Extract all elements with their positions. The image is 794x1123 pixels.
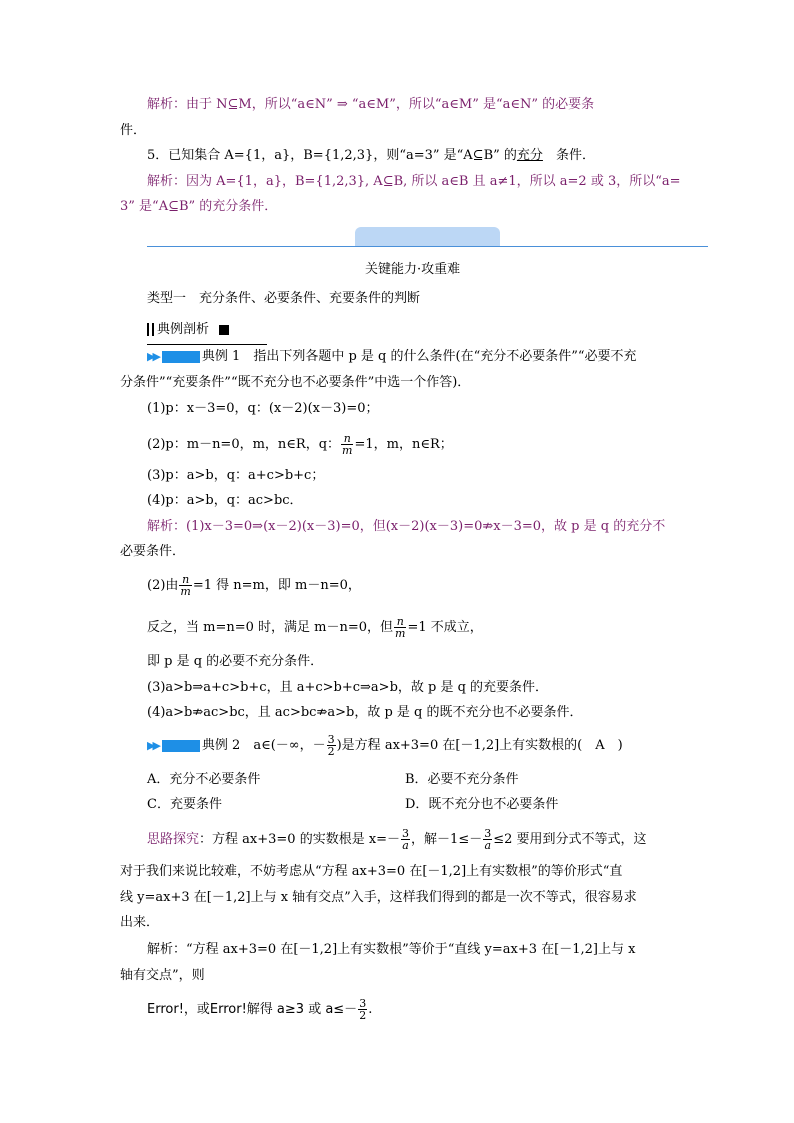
thinking-label: 思路探究 xyxy=(147,832,200,847)
analysis-line-3 xyxy=(147,992,372,1028)
solution-1-line-2: 必要条件． xyxy=(120,544,186,559)
solution-2-line-2 xyxy=(147,610,483,646)
section-divider xyxy=(147,246,708,247)
thinking-text-3: ≤2 要用到分式不等式，这 xyxy=(493,832,647,847)
solution-3: (3)a>b⇒a+c>b+c，且 a+c>b+c⇒a>b，故 p 是 q 的充要条件． xyxy=(147,680,549,695)
example-1-line-2: 分条件”“充要条件”“既不充分也不必要条件”中选一个作答)． xyxy=(120,375,471,390)
fraction-n-over-m: $\frac{n}{m}$ xyxy=(395,615,406,640)
analysis-error-text: Error!，或Error!解得 a≥3 或 a≤－ xyxy=(147,1002,358,1017)
fraction-n-over-m: $\frac{n}{m}$ xyxy=(342,432,353,457)
problem-3: (3)p：a>b，q：a+c>b+c； xyxy=(147,468,325,483)
question-5-tail: 条件． xyxy=(555,148,595,163)
thinking-line-2: 对于我们来说比较难，不妨考虑从“方程 ax+3=0 在[－1,2]上有实数根”的等价形式“直 xyxy=(120,864,623,879)
example-2-tail: )是方程 ax+3=0 在[－1,2]上有实数根的( A ) xyxy=(336,738,623,753)
analysis-line-1: 解析：“方程 ax+3=0 在[－1,2]上有实数根”等价于“直线 y=ax+3 在[－1,2]上与 x xyxy=(147,942,636,957)
example-tag xyxy=(162,351,200,363)
solution-line-2: 件． xyxy=(120,123,147,138)
thinking-line-1 xyxy=(147,822,647,858)
heading-underline xyxy=(147,344,267,345)
question-5 xyxy=(147,146,595,166)
solution-4: (4)a>b⇏ac>bc，且 ac>bc⇏a>b，故 p 是 q 的既不充分也不必要条件． xyxy=(147,705,583,720)
solution-line-4: 3” 是“A⊆B” 的充分条件． xyxy=(120,199,278,214)
solution-2-line-3: 即 p 是 q 的必要不充分条件． xyxy=(147,654,324,669)
solution-line-1: 解析：由于 N⊆M，所以“a∈N” ⇒ “a∈M”，所以“a∈M” 是“a∈N” 的必要条 xyxy=(147,97,595,112)
answer-blank: 充分 xyxy=(516,148,543,163)
typical-heading xyxy=(147,320,229,340)
double-arrow-icon: ▶▶ xyxy=(147,350,158,363)
solution-2-line-1 xyxy=(147,568,361,604)
example-tag xyxy=(162,740,200,752)
problem-2 xyxy=(147,428,453,462)
question-5-text: 5．已知集合 A={1，a}，B={1,2,3}，则“a=3” 是“A⊆B” 的 xyxy=(147,148,517,163)
option-b: B．必要不充分条件 xyxy=(405,772,519,787)
option-d: D．既不充分也不必要条件 xyxy=(405,797,559,812)
example-2 xyxy=(147,728,623,764)
problem-2-text: (2)p：m－n=0，m，n∈R，q： xyxy=(147,437,341,452)
fraction-3-over-2: $\frac{3}{2}$ xyxy=(327,733,335,758)
analysis-period: . xyxy=(368,1002,373,1017)
typical-label: 典例剖析 xyxy=(157,322,210,337)
solution-2-converse-tail: =1 不成立， xyxy=(407,620,483,635)
example-2-text: 典例 2 a∈(－∞，－ xyxy=(201,738,326,753)
solution-1-line-1: 解析：(1)x－3=0⇒(x－2)(x－3)=0，但(x－2)(x－3)=0⇏x－3=0，故 p 是 q 的充分不 xyxy=(147,519,666,534)
problem-1: (1)p：x－3=0，q：(x－2)(x－3)=0； xyxy=(147,401,379,416)
fraction-3-over-2: $\frac{3}{2}$ xyxy=(359,997,367,1022)
heading-bar xyxy=(152,323,154,336)
solution-2-prefix: (2)由 xyxy=(147,578,179,593)
solution-line-3: 解析：因为 A={1，a}，B={1,2,3}, A⊆B, 所以 a∈B 且 a≠1，所以 a=2 或 3，所以“a= xyxy=(147,174,681,189)
option-a: A．充分不必要条件 xyxy=(147,772,261,787)
double-arrow-icon: ▶▶ xyxy=(147,739,158,752)
fraction-3-over-a: $\frac{3}{a}$ xyxy=(484,827,492,852)
example-1-line-1 xyxy=(147,347,637,367)
problem-4: (4)p：a>b，q：ac>bc． xyxy=(147,493,303,508)
analysis-line-2: 轴有交点”，则 xyxy=(120,968,205,983)
heading-bar xyxy=(147,323,149,336)
thinking-line-3: 线 y=ax+3 在[－1,2]上与 x 轴有交点”入手，这样我们得到的都是一次不等式，很容易求 xyxy=(120,890,637,905)
thinking-line-4: 出来． xyxy=(120,915,160,930)
problem-2-tail: =1，m，n∈R； xyxy=(354,437,453,452)
section-title: 关键能力·攻重难 xyxy=(365,262,461,277)
solution-2-text: =1 得 n=m，即 m－n=0， xyxy=(192,578,361,593)
section-tab xyxy=(355,227,500,247)
fraction-n-over-m: $\frac{n}{m}$ xyxy=(180,573,191,598)
example-1-text: 典例 1 指出下列各题中 p 是 q 的什么条件(在“充分不必要条件”“必要不充 xyxy=(201,349,637,364)
option-c: C．充要条件 xyxy=(147,797,222,812)
solution-2-converse: 反之，当 m=n=0 时，满足 m－n=0，但 xyxy=(147,620,394,635)
square-icon xyxy=(219,325,229,335)
fraction-3-over-a: $\frac{3}{a}$ xyxy=(402,827,410,852)
type-heading: 类型一 充分条件、必要条件、充要条件的判断 xyxy=(147,291,421,306)
thinking-text-2: ，解－1≤－ xyxy=(411,832,483,847)
thinking-text: ：方程 ax+3=0 的实数根是 x=－ xyxy=(199,832,401,847)
